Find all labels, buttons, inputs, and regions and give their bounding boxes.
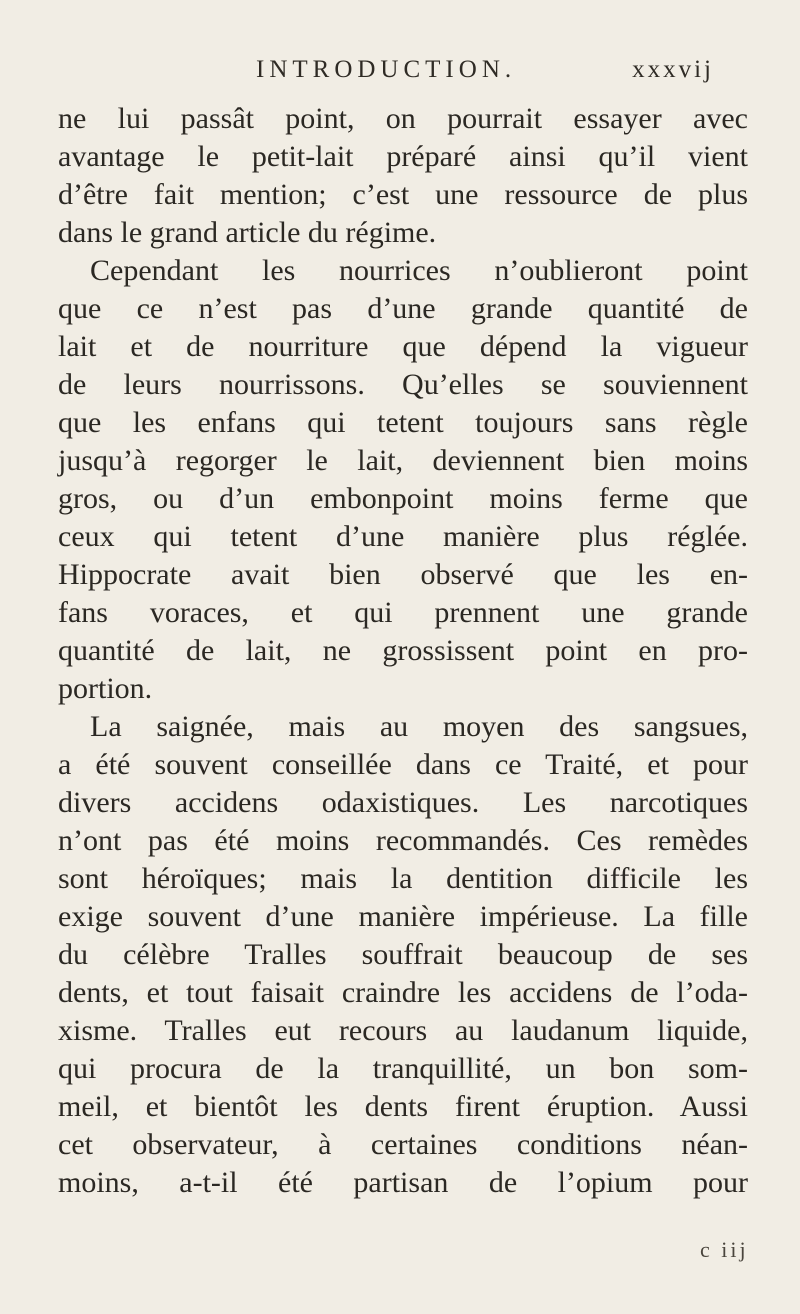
text-line: dents, et tout faisait craindre les accidens de l’oda- (58, 976, 748, 1009)
text-line: xisme. Tralles eut recours au laudanum liquide, (58, 1014, 748, 1047)
text-line: ceux qui tetent d’une manière plus réglée. (58, 520, 748, 553)
text-line: lait et de nourriture que dépend la vigueur (58, 330, 748, 363)
text-line: cet observateur, à certaines conditions néan- (58, 1128, 748, 1161)
text-line: moins, a-t-il été partisan de l’opium pour (58, 1166, 748, 1199)
text-line: que ce n’est pas d’une grande quantité de (58, 292, 748, 325)
text-line: fans voraces, et qui prennent une grande (58, 596, 748, 629)
text-line: quantité de lait, ne grossissent point en pro- (58, 634, 748, 667)
body-text (58, 100, 748, 1202)
text-line: Cependant les nourrices n’oublieront point (90, 254, 748, 287)
text-line: portion. (58, 672, 153, 705)
page-number: xxxvij (632, 56, 714, 83)
page-header (0, 56, 800, 92)
running-title: INTRODUCTION. (256, 56, 517, 83)
text-line: avantage le petit-lait préparé ainsi qu’il vient (58, 140, 748, 173)
text-line: d’être fait mention; c’est une ressource de plus (58, 178, 748, 211)
text-line: n’ont pas été moins recommandés. Ces remèdes (58, 824, 748, 857)
text-line: jusqu’à regorger le lait, deviennent bien moins (58, 444, 748, 477)
text-line: gros, ou d’un embonpoint moins ferme que (58, 482, 748, 515)
signature-mark: c iij (700, 1237, 749, 1262)
text-line: dans le grand article du régime. (58, 216, 437, 249)
text-line: de leurs nourrissons. Qu’elles se souviennent (58, 368, 748, 401)
text-line: qui procura de la tranquillité, un bon som- (58, 1052, 748, 1085)
text-line: exige souvent d’une manière impérieuse. La fille (58, 900, 748, 933)
text-line: divers accidens odaxistiques. Les narcotiques (58, 786, 748, 819)
text-line: ne lui passât point, on pourrait essayer avec (58, 102, 748, 135)
text-line: du célèbre Tralles souffrait beaucoup de ses (58, 938, 748, 971)
text-line: a été souvent conseillée dans ce Traité, et pour (58, 748, 748, 781)
text-line: La saignée, mais au moyen des sangsues, (90, 710, 748, 743)
text-line: que les enfans qui tetent toujours sans règle (58, 406, 748, 439)
text-line: sont héroïques; mais la dentition difficile les (58, 862, 748, 895)
text-line: meil, et bientôt les dents firent éruption. Aussi (58, 1090, 748, 1123)
text-line: Hippocrate avait bien observé que les en- (58, 558, 748, 591)
